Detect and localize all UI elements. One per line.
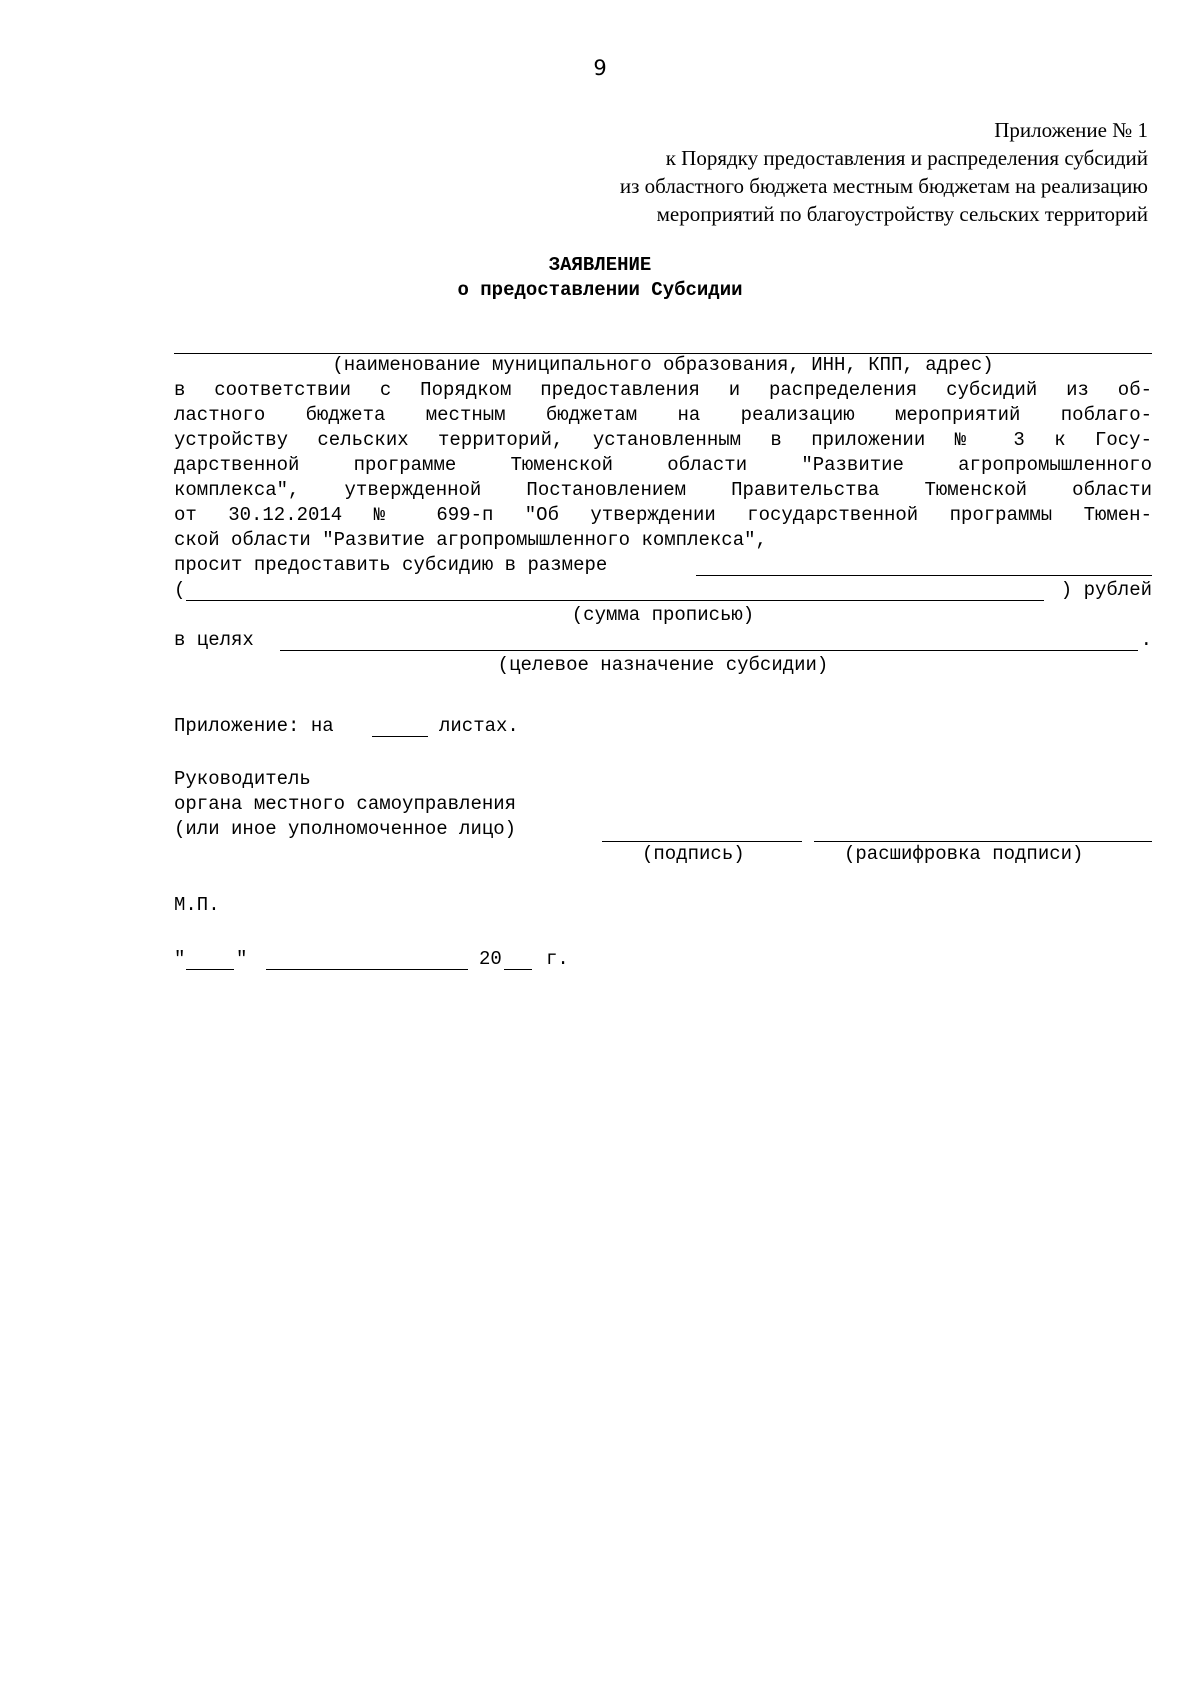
- date-day-field[interactable]: [186, 969, 234, 970]
- appendix-line-1: Приложение № 1: [994, 118, 1148, 142]
- request-label: просит предоставить субсидию в размере: [174, 554, 608, 576]
- date-month-field[interactable]: [266, 969, 468, 970]
- date-year-prefix: 20: [479, 948, 502, 970]
- purpose-end-dot: .: [1140, 629, 1152, 651]
- purpose-field-line[interactable]: [280, 650, 1138, 651]
- request-amount-row: [174, 553, 1152, 578]
- stamp-row: [174, 893, 1152, 918]
- appendix-line-3: из областного бюджета местным бюджетам на реализацию: [619, 174, 1148, 198]
- purpose-caption: (целевое назначение субсидии): [497, 654, 829, 676]
- paren-open: (: [174, 579, 186, 601]
- document-title: [0, 253, 1200, 303]
- body-line-2: ластного бюджета местным бюджетам на реализацию мероприятий поблаго-: [174, 404, 1152, 426]
- attachment-label: Приложение: на: [174, 715, 334, 737]
- attachment-sheets-label: листах.: [439, 715, 519, 737]
- purpose-label: в целях: [174, 629, 254, 651]
- date-row: [174, 947, 1152, 972]
- appendix-line-2: к Порядку предоставления и распределения субсидий: [665, 146, 1148, 170]
- title-line-2: о предоставлении Субсидии: [457, 279, 743, 301]
- body-line-3: устройству сельских территорий, установленным в приложении № 3 к Госу-: [174, 429, 1152, 451]
- sum-caption: (сумма прописью): [571, 604, 755, 626]
- application-body: [174, 353, 1152, 678]
- head-line-3-text: (или иное уполномоченное лицо): [174, 818, 517, 840]
- head-line-2: органа местного самоуправления: [174, 793, 517, 815]
- date-year-suffix: г.: [546, 948, 569, 970]
- stamp-label: М.П.: [174, 894, 220, 916]
- date-quote-open: ": [174, 948, 186, 970]
- signature-caption: (подпись): [642, 843, 745, 865]
- amount-field-line[interactable]: [696, 575, 1152, 576]
- signature-block: [174, 767, 1152, 867]
- decoding-caption: (расшифровка подписи): [844, 843, 1084, 865]
- body-line-4: дарственной программе Тюменской области "Развитие агропромышленного: [174, 454, 1152, 476]
- date-quote-close: ": [236, 948, 248, 970]
- municipality-caption: (наименование муниципального образования, ИНН, КПП, адрес): [332, 354, 994, 376]
- date-year-field[interactable]: [504, 969, 532, 970]
- sum-words-field-line[interactable]: [186, 600, 1044, 601]
- signature-captions-row: [174, 842, 1152, 867]
- head-line-1: Руководитель: [174, 768, 311, 790]
- body-line-1: в соответствии с Порядком предоставления и распределения субсидий из об-: [174, 379, 1152, 401]
- head-line-3: [174, 817, 1152, 842]
- appendix-line-4: мероприятий по благоустройству сельских территорий: [656, 202, 1148, 226]
- body-line-5: комплекса", утвержденной Постановлением Правительства Тюменской области: [174, 479, 1152, 501]
- sum-words-row: [174, 578, 1152, 603]
- rubles-label: ) рублей: [1060, 579, 1152, 601]
- title-line-1: ЗАЯВЛЕНИЕ: [548, 254, 652, 276]
- purpose-row: [174, 628, 1152, 653]
- page-number: 9: [593, 56, 607, 80]
- appendix-header: [448, 116, 1148, 228]
- attachment-row: [174, 714, 1152, 739]
- attachment-sheets-field[interactable]: [372, 736, 428, 737]
- body-line-7: ской области "Развитие агропромышленного комплекса",: [174, 529, 767, 551]
- body-line-6: от 30.12.2014 № 699-п "Об утверждении государственной программы Тюмен-: [174, 504, 1152, 526]
